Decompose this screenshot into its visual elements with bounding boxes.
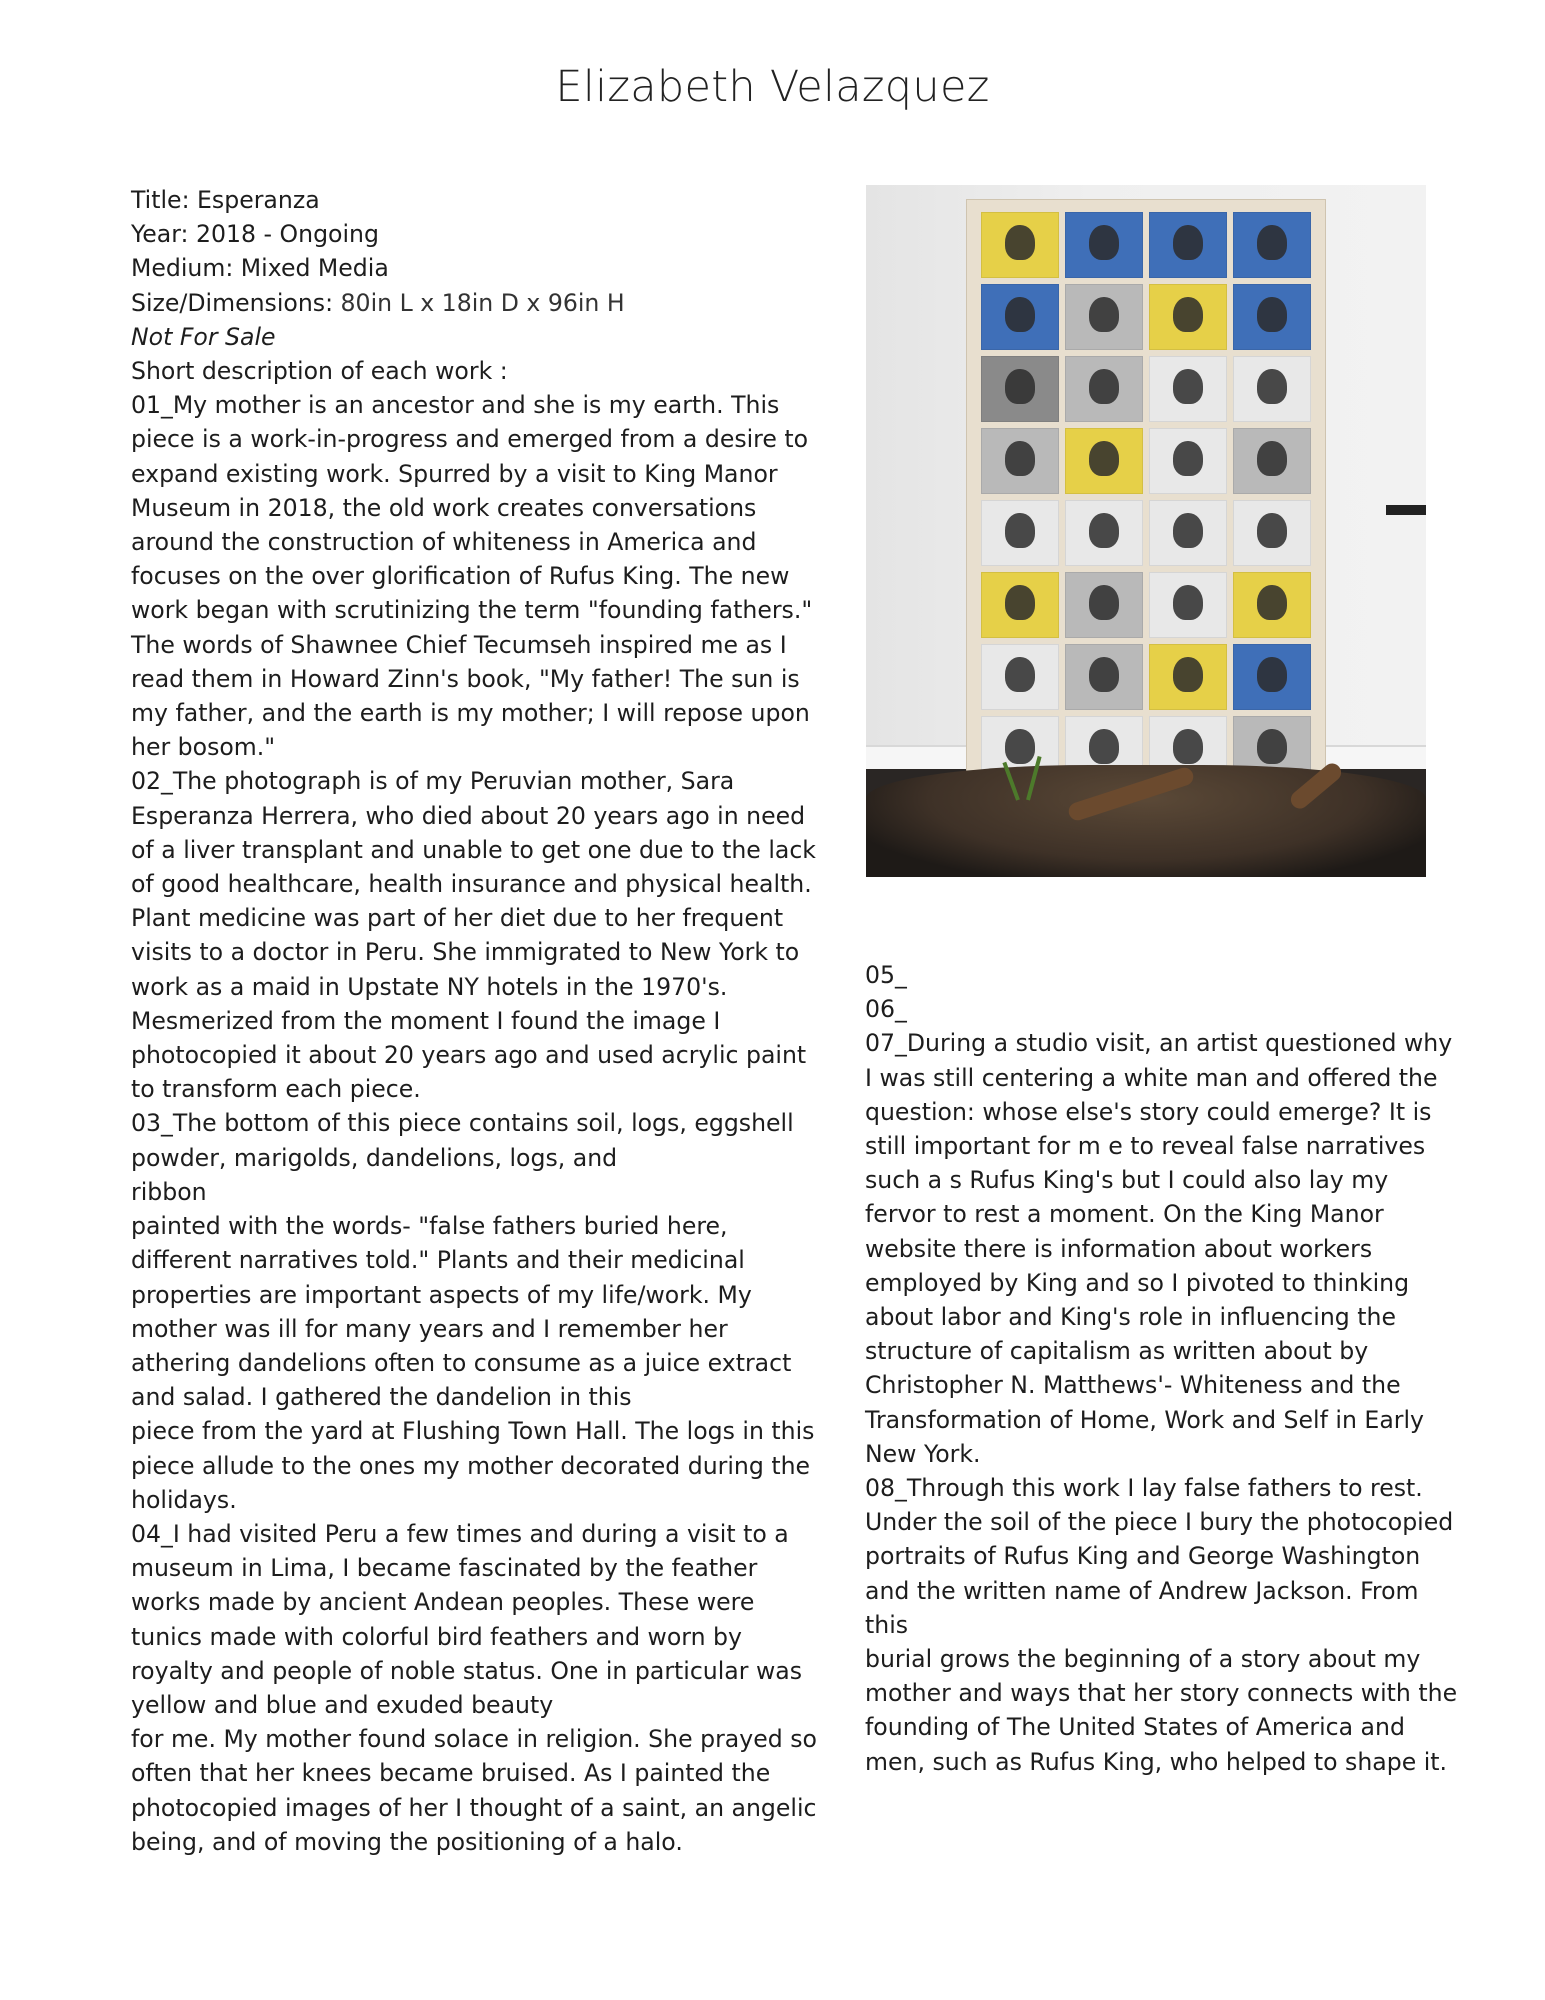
portrait-tile [1065, 284, 1143, 350]
text-line: read them in Howard Zinn's book, "My father! The sun is [131, 664, 800, 693]
text-line: yellow and blue and exuded beauty [131, 1690, 554, 1719]
text-line: Transformation of Home, Work and Self in Early [865, 1405, 1425, 1434]
text-line: and the written name of Andrew Jackson. From [865, 1576, 1419, 1605]
portrait-tile [1233, 644, 1311, 710]
text-line: often that her knees became bruised. As I painted the [131, 1759, 771, 1788]
text-line: men, such as Rufus King, who helped to shape it. [865, 1747, 1448, 1776]
text-line: mother and ways that her story connects with the [865, 1679, 1458, 1708]
text-line: Under the soil of the piece I bury the photocopied [865, 1508, 1454, 1537]
text-line: ribbon [131, 1177, 207, 1206]
left-text-column [131, 183, 817, 1859]
artwork-medium: Medium: Mixed Media [131, 254, 389, 283]
text-line: around the construction of whiteness in America and [131, 528, 757, 557]
text-line: 01_My mother is an ancestor and she is my earth. This [131, 391, 780, 420]
text-line: being, and of moving the positioning of a halo. [131, 1827, 683, 1856]
artwork-title: Title: Esperanza [131, 186, 320, 214]
text-line: I was still centering a white man and offered the [865, 1063, 1438, 1092]
text-line: powder, marigolds, dandelions, logs, and [131, 1143, 618, 1172]
portrait-tile [1065, 428, 1143, 494]
text-line: structure of capitalism as written about by [865, 1337, 1369, 1366]
text-line: such a s Rufus King's but I could also lay my [865, 1166, 1389, 1195]
text-line: painted with the words- "false fathers buried here, [131, 1212, 728, 1241]
left-description-body [131, 388, 817, 1859]
portrait-tile [1149, 356, 1227, 422]
portrait-grid [981, 212, 1311, 782]
portrait-tile [981, 356, 1059, 422]
text-line: Plant medicine was part of her diet due to her frequent [131, 904, 784, 933]
portrait-tile [1065, 356, 1143, 422]
portrait-tile [981, 212, 1059, 278]
hanging-canvas [966, 199, 1326, 801]
text-line: mother was ill for many years and I remember her [131, 1314, 728, 1343]
text-line: photocopied images of her I thought of a saint, an angelic [131, 1793, 817, 1822]
portrait-tile [981, 284, 1059, 350]
portrait-tile [981, 500, 1059, 566]
portrait-tile [981, 572, 1059, 638]
text-line: work began with scrutinizing the term "founding fathers." [131, 596, 813, 625]
text-line: my father, and the earth is my mother; I will repose upon [131, 699, 810, 728]
text-line: 07_During a studio visit, an artist questioned why [865, 1029, 1453, 1058]
text-line: expand existing work. Spurred by a visit to King Manor [131, 459, 778, 488]
text-line: of good healthcare, health insurance and physical health. [131, 870, 812, 899]
text-line: 02_The photograph is of my Peruvian mother, Sara [131, 767, 735, 796]
text-line: piece is a work-in-progress and emerged from a desire to [131, 425, 809, 454]
text-line: fervor to rest a moment. On the King Manor [865, 1200, 1384, 1229]
text-line: Christopher N. Matthews'- Whiteness and the [865, 1371, 1401, 1400]
description-heading: Short description of each work : [131, 357, 508, 386]
text-line: royalty and people of noble status. One in particular was [131, 1656, 803, 1685]
text-line: still important for m e to reveal false narratives [865, 1132, 1426, 1161]
text-line: different narratives told." Plants and their medicinal [131, 1246, 745, 1275]
portrait-tile [1149, 428, 1227, 494]
text-line: properties are important aspects of my life/work. My [131, 1280, 752, 1309]
text-line: Mesmerized from the moment I found the image I [131, 1006, 721, 1035]
text-line: founding of The United States of America and [865, 1713, 1405, 1742]
right-description-body [865, 958, 1457, 1779]
portrait-tile [1149, 212, 1227, 278]
text-line: question: whose else's story could emerge? It is [865, 1097, 1432, 1126]
portrait-tile [1065, 500, 1143, 566]
text-line: 06_ [865, 995, 907, 1024]
text-line: about labor and King's role in influencing the [865, 1303, 1396, 1332]
text-line: tunics made with colorful bird feathers and worn by [131, 1622, 742, 1651]
text-line: Museum in 2018, the old work creates conversations [131, 493, 757, 522]
text-line: burial grows the beginning of a story about my [865, 1645, 1421, 1674]
text-line: of a liver transplant and unable to get one due to the lack [131, 835, 816, 864]
text-line: holidays. [131, 1485, 237, 1514]
portrait-tile [1233, 572, 1311, 638]
portrait-tile [1149, 500, 1227, 566]
text-line: piece allude to the ones my mother decorated during the [131, 1451, 811, 1480]
text-line: for me. My mother found solace in religion. She prayed so [131, 1725, 817, 1754]
portrait-tile [981, 428, 1059, 494]
portrait-tile [981, 644, 1059, 710]
text-line: her bosom." [131, 733, 276, 762]
text-line: athering dandelions often to consume as a juice extract [131, 1348, 792, 1377]
artist-name: Elizabeth Velazquez [555, 62, 990, 112]
portrait-tile [1065, 644, 1143, 710]
sale-status: Not For Sale [131, 322, 276, 351]
text-line: work as a maid in Upstate NY hotels in the 1970's. [131, 972, 728, 1001]
portrait-tile [1233, 284, 1311, 350]
artwork-year: Year: 2018 - Ongoing [131, 220, 379, 249]
text-line: photocopied it about 20 years ago and used acrylic paint [131, 1041, 807, 1070]
text-line: piece from the yard at Flushing Town Hall. The logs in this [131, 1417, 815, 1446]
size-value: 80in L x 18in D x 96in H [340, 288, 625, 317]
text-line: website there is information about workers [865, 1234, 1373, 1263]
portrait-tile [1065, 212, 1143, 278]
text-line: 03_The bottom of this piece contains soil, logs, eggshell [131, 1109, 794, 1138]
text-line: museum in Lima, I became fascinated by the feather [131, 1554, 758, 1583]
text-line: 05_ [865, 961, 907, 989]
text-line: Esperanza Herrera, who died about 20 years ago in need [131, 801, 806, 830]
portrait-tile [1065, 572, 1143, 638]
wall-shelf [1386, 505, 1426, 515]
text-line: focuses on the over glorification of Rufus King. The new [131, 562, 790, 591]
text-line: The words of Shawnee Chief Tecumseh inspired me as I [131, 630, 787, 659]
text-line: this [865, 1610, 909, 1639]
portrait-tile [1149, 572, 1227, 638]
text-line: New York. [865, 1439, 981, 1468]
portrait-tile [1149, 284, 1227, 350]
text-line: portraits of Rufus King and George Washington [865, 1542, 1421, 1571]
portrait-tile [1233, 212, 1311, 278]
portrait-tile [1233, 356, 1311, 422]
portrait-tile [1233, 500, 1311, 566]
portrait-tile [1149, 644, 1227, 710]
text-line: 08_Through this work I lay false fathers to rest. [865, 1474, 1423, 1503]
artwork-photo [866, 185, 1426, 877]
right-text-column [865, 958, 1457, 1779]
text-line: and salad. I gathered the dandelion in this [131, 1383, 632, 1412]
artwork-size [131, 286, 817, 320]
portrait-tile [1233, 428, 1311, 494]
size-label: Size/Dimensions: [131, 288, 341, 317]
text-line: employed by King and so I pivoted to thinking [865, 1268, 1410, 1297]
text-line: 04_I had visited Peru a few times and during a visit to a [131, 1519, 789, 1548]
text-line: to transform each piece. [131, 1075, 421, 1104]
text-line: works made by ancient Andean peoples. These were [131, 1588, 755, 1617]
text-line: visits to a doctor in Peru. She immigrated to New York to [131, 938, 800, 967]
